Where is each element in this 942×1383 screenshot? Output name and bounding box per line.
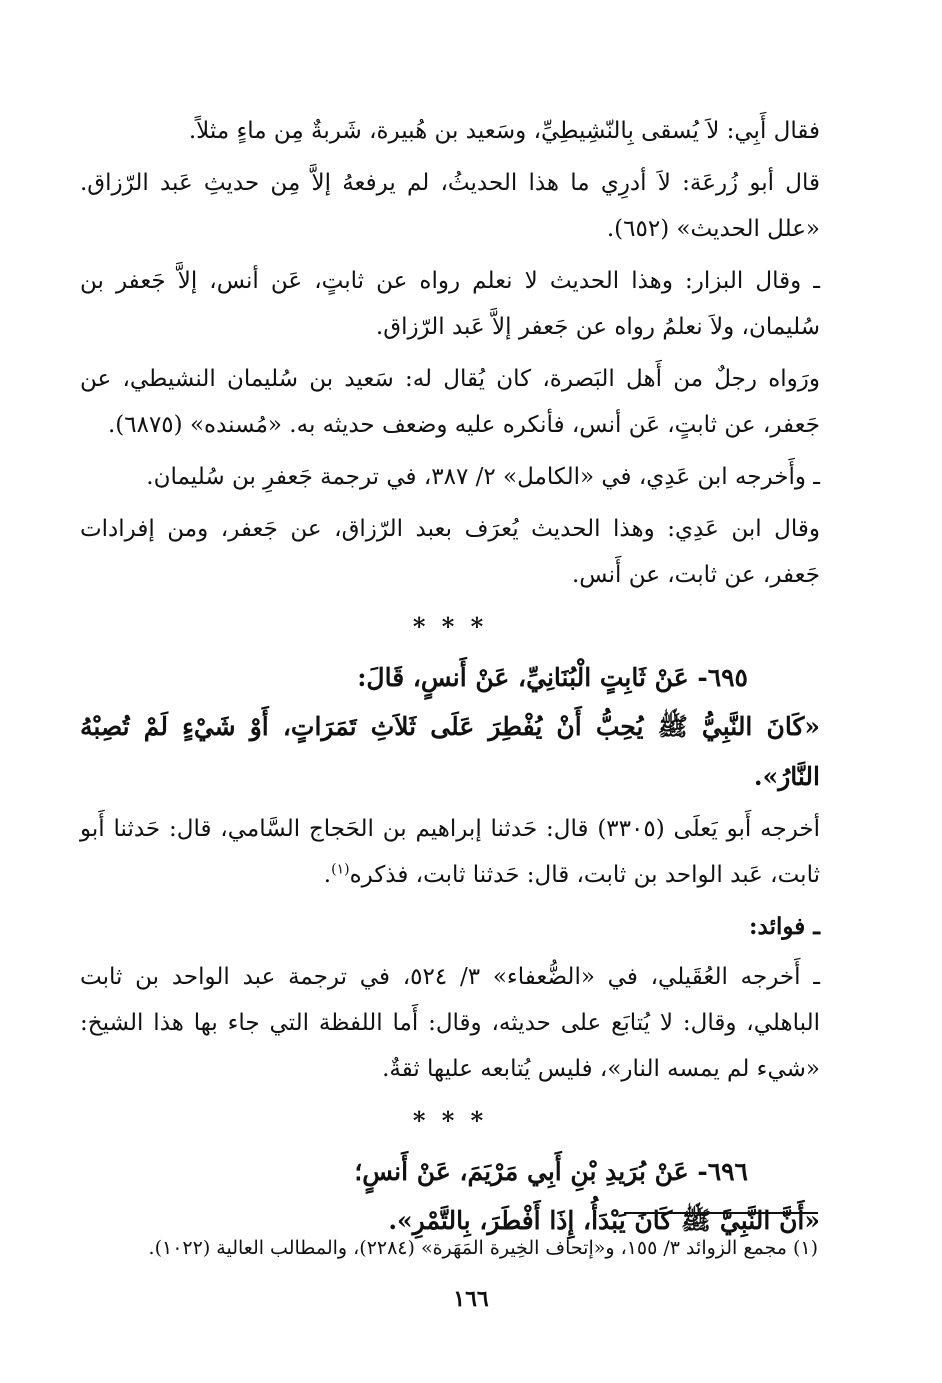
takhrij-text: أخرجه أَبو يَعلَى (٣٣٠٥) قال: حَدثنا إبراهيم بن الحَجاج السَّامي، قال: حَدثنا أَبو ثابت، عَبد الواحد بن ثابت، قال: حَدثنا ثابت، فذكره — [80, 816, 820, 888]
takhrij-paragraph — [80, 806, 820, 898]
page-number: ١٦٦ — [453, 1286, 489, 1312]
hadith-heading: ٦٩٥- عَنْ ثَابِتٍ الْبُنَانِيِّ، عَنْ أَنسٍ، قَالَ: — [357, 663, 748, 692]
paragraph: ورَواه رجلٌ من أَهل البَصرة، كان يُقال له: سَعيد بن سُليمان النشيطي، عن جَعفر، عن ثابتٍ، عَن أنس، فأنكره عليه وضعف حديثه به. «مُسنده» (٦٨٧٥). — [80, 366, 820, 438]
paragraph: فقال أَبِي: لاَ يُسقى بِالنّشِيطِيِّ، وسَعيد بن هُبيرة، شَربةٌ مِن ماءٍ مثلاً. — [188, 118, 820, 144]
footnote-divider — [624, 1212, 818, 1214]
page-body — [80, 108, 820, 1250]
fawaid-heading: ـ فوائد: — [749, 913, 820, 940]
paragraph: ـ وقال البزار: وهذا الحديث لا نعلم رواه عن ثابتٍ، عَن أنس، إلاَّ جَعفر بن سُليمان، ولاَ نعلمُ رواه عن جَعفر إلاَّ عَبد الرّزاق. — [80, 268, 820, 340]
takhrij-end: . — [323, 862, 332, 888]
paragraph: قال أبو زُرعَة: لاَ أدرِي ما هذا الحديثُ، لم يرفعهُ إلاَّ مِن حديثِ عَبد الرّزاق. «علل الحديث» (٦٥٢). — [80, 170, 820, 242]
hadith-text: «أَنَّ النَّبِيَّ ﷺ كَانَ يَبْدَأُ، إِذَا أَفْطَرَ، بِالتَّمْرِ». — [388, 1206, 820, 1235]
hadith-text: «كَانَ النَّبِيُّ ﷺ يُحِبُّ أَنْ يُفْطِرَ عَلَى ثَلاَثِ تَمَرَاتٍ، أَوْ شَيْءٍ لَمْ تُصِبْهُ النَّارُ». — [80, 712, 820, 791]
section-separator: * * * — [412, 612, 488, 641]
footnote: (١) مجمع الزوائد ٣/ ١٥٥، و«إتحاف الخِيرة المَهَرة» (٢٢٨٤)، والمطالب العالية (١٠٢٢). — [148, 1237, 818, 1259]
paragraph: ـ أَخرجه العُقَيلي، في «الضُّعفاء» ٣/ ٥٢٤، في ترجمة عبد الواحد بن ثابت الباهلي، وقال: لا يُتابَع على حديثه، وقال: أَما اللفظة التي جاء بها هذا الشيخ: «شيء لم يمسه النار»، فليس يُتابعه عليها ثقةٌ. — [80, 964, 821, 1082]
paragraph: ـ وأَخرجه ابن عَدِي، في «الكامل» ٢/ ٣٨٧، في ترجمة جَعفرِ بن سُليمان. — [146, 464, 820, 490]
hadith-heading: ٦٩٦- عَنْ بُرَيدِ بْنِ أَبِي مَرْيَمَ، عَنْ أَنسٍ؛ — [354, 1157, 748, 1186]
paragraph: وقال ابن عَدِي: وهذا الحديث يُعرَف بعبد الرّزاق، عن جَعفر، ومن إفرادات جَعفر، عن ثابت، عن أَنس. — [80, 516, 820, 588]
footnote-reference[interactable]: (١) — [331, 861, 350, 878]
section-separator: * * * — [412, 1106, 488, 1135]
